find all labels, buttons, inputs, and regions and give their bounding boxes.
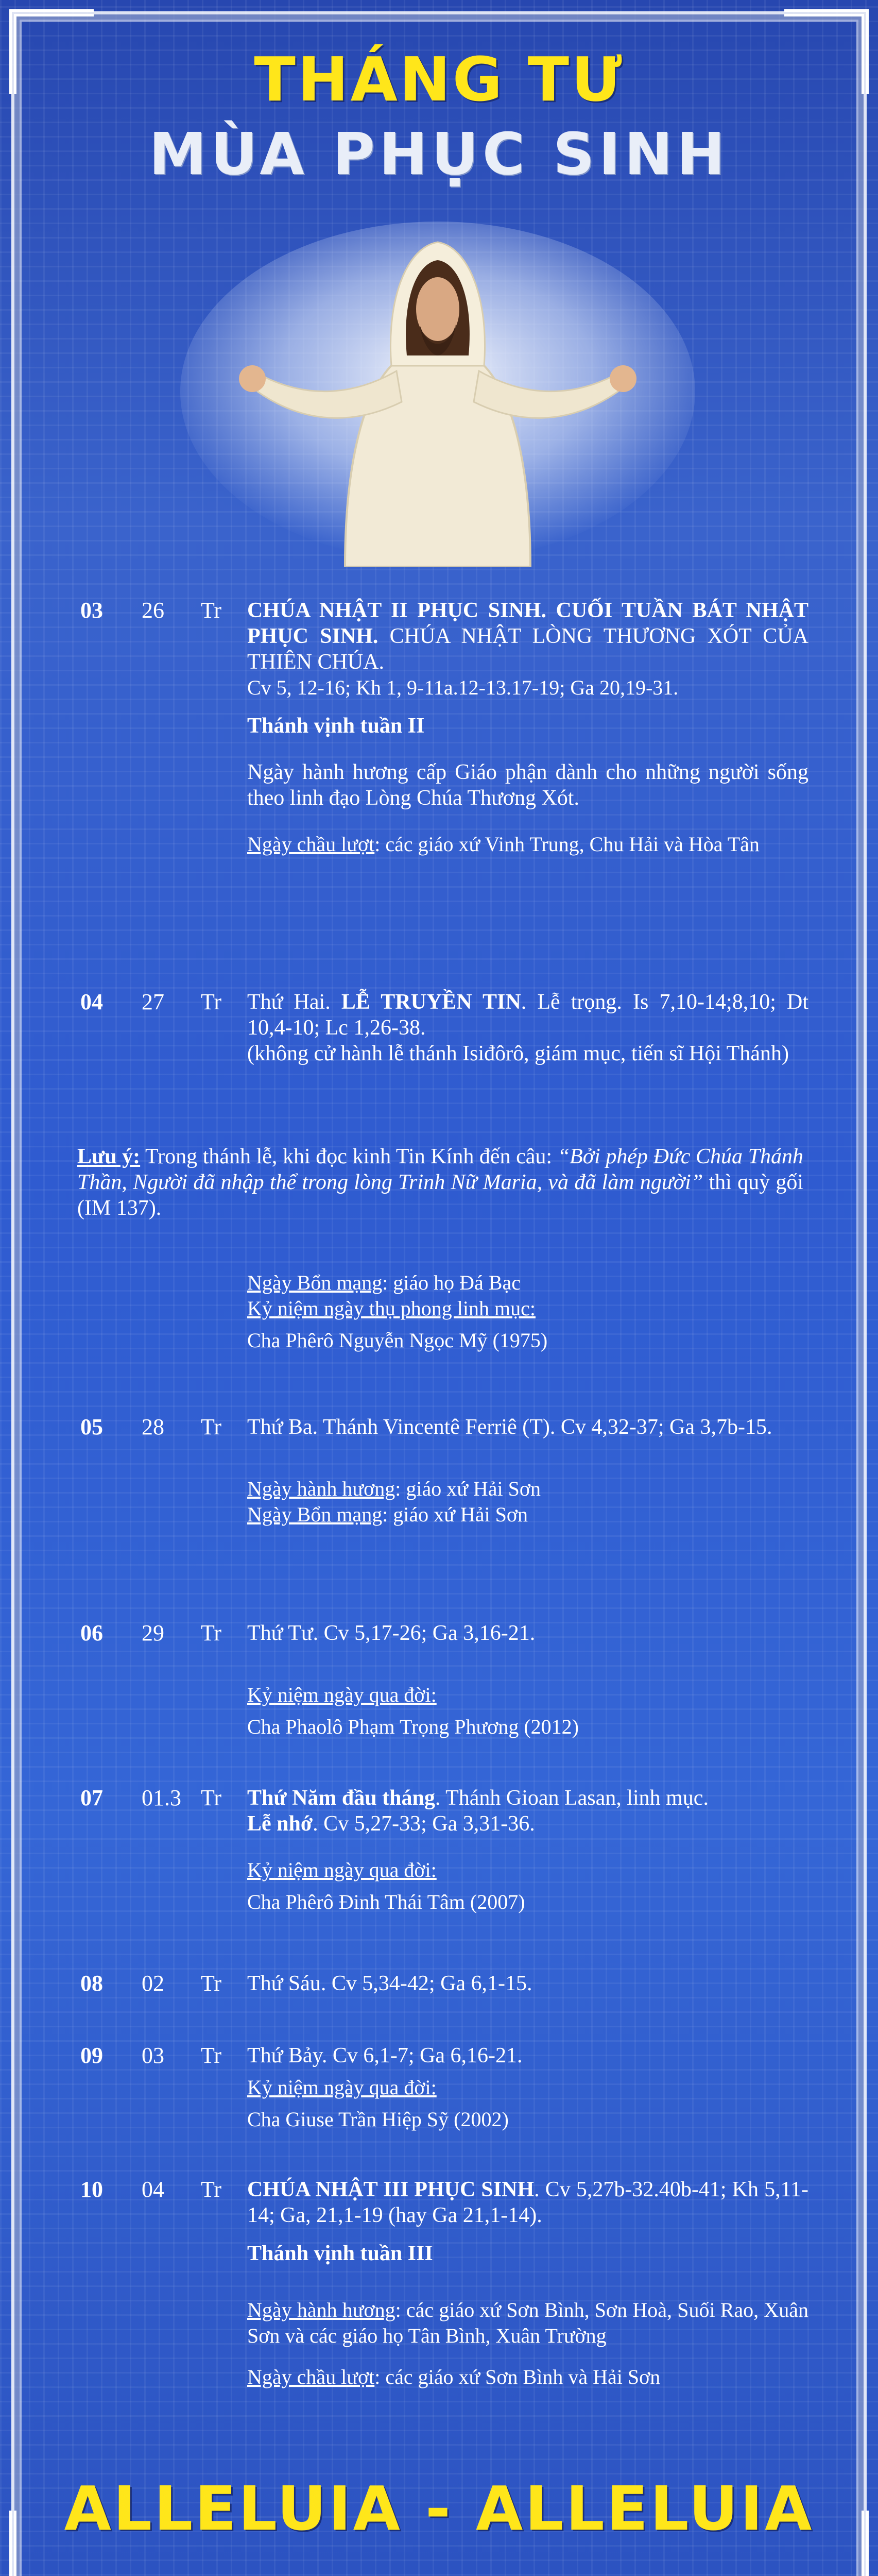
lunar-date: 26 [142,598,164,623]
pilgrimage-text: : các giáo xứ Sơn Bình, Sơn Hoà, Suối Rao, Xuân Sơn và các giáo họ Tân Bình, Xuân Trường [247,2298,808,2347]
liturgical-color: Tr [201,1414,221,1439]
liturgical-color: Tr [201,598,221,623]
patron-text: : giáo xứ Hải Sơn [382,1503,528,1526]
pilgrimage-label: Ngày hành hương [247,1477,395,1500]
readings: . Cv 5,27-33; Ga 3,31-36. [313,1812,535,1836]
entry-text: Thứ Bảy. Cv 6,1-7; Ga 6,16-21. [247,2044,523,2067]
ordination-label: Kỷ niệm ngày thụ phong linh mục: [247,1297,536,1320]
day-number: 03 [80,598,103,623]
day-number: 08 [80,1971,103,1996]
adoration-label: Ngày chầu lượt [247,833,375,856]
entry-text: Thứ Ba. Thánh Vincentê Ferriê (T). Cv 4,32-37; Ga 3,7b-15. [247,1415,772,1439]
death-anniversary-label: Kỷ niệm ngày qua đời: [247,1683,437,1706]
lunar-date: 27 [142,989,164,1014]
footer-banner: ALLELUIA - ALLELUIA [64,2473,814,2544]
entry-body [247,989,808,1066]
liturgical-color: Tr [201,1620,221,1646]
lunar-date: 28 [142,1414,164,1439]
lunar-date: 02 [142,1971,164,1996]
day-number: 05 [80,1414,103,1439]
day-number: 07 [80,1785,103,1810]
pilgrimage-label: Ngày hành hương [247,2298,395,2321]
page-subtitle: MÙA PHỤC SINH [149,121,729,188]
pilgrimage-text: Ngày hành hương cấp Giáo phận dành cho những người sống theo linh đạo Lòng Chúa Thương Xót. [247,760,808,810]
ordination-text: Cha Phêrô Nguyễn Ngọc Mỹ (1975) [247,1329,548,1352]
note-label: Lưu ý: [77,1145,141,1168]
patron-label: Ngày Bổn mạng [247,1503,383,1526]
entry-body [247,1785,808,1915]
death-anniversary-text: Cha Phêrô Đinh Thái Tâm (2007) [247,1890,525,1913]
note-end: thì quỳ gối (IM 137). [77,1171,804,1220]
note-block [77,1144,803,1221]
readings: Cv 5, 12-16; Kh 1, 9-11a.12-13.17-19; Ga 20,19-31. [247,676,679,699]
adoration-text: : các giáo xứ Sơn Bình và Hải Sơn [374,2365,661,2388]
risen-christ-image [175,206,700,567]
feast-title: CHÚA NHẬT II PHỤC SINH. CUỐI TUẦN BÁT NHẬT PHỤC SINH. [247,599,808,648]
entry-text: . Thánh Gioan Lasan, linh mục. [435,1786,709,1810]
feast-rank: . Lễ trọng [521,990,617,1014]
entry-body [247,1620,808,1740]
day-number: 09 [80,2043,103,2068]
death-anniversary-text: Cha Phaolô Phạm Trọng Phương (2012) [247,1715,579,1738]
pilgrimage-text: : giáo xứ Hải Sơn [395,1477,541,1500]
weekday: Thứ Hai. [247,990,341,1014]
liturgical-color: Tr [201,1971,221,1996]
adoration-label: Ngày chầu lượt [247,2365,375,2388]
lunar-date: 03 [142,2043,164,2068]
lunar-date: 01.3 [142,1785,181,1810]
feast-title: LỄ TRUYỀN TIN [341,990,521,1014]
day-number: 04 [80,989,103,1014]
entry-body [247,1414,808,1528]
feast-title: CHÚA NHẬT III PHỤC SINH [247,2178,535,2201]
entry-body [247,1971,808,1996]
readings: . Cv 5,27b-32.40b-41; Kh 5,11-14; Ga, 21,1-19 (hay Ga 21,1-14). [247,2178,808,2227]
entry-body [247,2043,808,2132]
note-text: Trong thánh lễ, khi đọc kinh Tin Kính đến câu: [140,1145,558,1168]
psalter-week: Thánh vịnh tuần II [247,714,425,738]
liturgical-color: Tr [201,989,221,1014]
death-anniversary-label: Kỷ niệm ngày qua đời: [247,2076,437,2099]
lunar-date: 29 [142,1620,164,1646]
entry-note: (không cử hành lễ thánh Isiđôrô, giám mục, tiến sĩ Hội Thánh) [247,1042,789,1065]
psalter-week: Thánh vịnh tuần III [247,2242,433,2265]
note-quote: “Bởi phép Đức Chúa Thánh Thần, Người đã nhập thể trong lòng Trinh Nữ Maria, và đã làm người” [77,1145,803,1194]
patron-text: : giáo họ Đá Bạc [382,1271,521,1294]
feast-subtitle: CHÚA NHẬT LÒNG THƯƠNG XÓT CỦA THIÊN CHÚA. [247,624,808,674]
page-title: THÁNG TƯ [254,44,624,115]
feast-rank: Lễ nhớ [247,1812,313,1836]
lunar-date: 04 [142,2177,164,2202]
day-number: 06 [80,1620,103,1646]
liturgical-color: Tr [201,2043,221,2068]
liturgical-color: Tr [201,1785,221,1810]
death-anniversary-label: Kỷ niệm ngày qua đời: [247,1858,437,1882]
entry-body [247,1270,808,1353]
liturgical-color: Tr [201,2177,221,2202]
feast-title: Thứ Năm đầu tháng [247,1786,435,1810]
day-number: 10 [80,2177,103,2202]
entry-text: Thứ Sáu. Cv 5,34-42; Ga 6,1-15. [247,1972,532,1995]
entry-body [247,598,808,857]
death-anniversary-text: Cha Giuse Trần Hiệp Sỹ (2002) [247,2108,509,2131]
entry-text: Thứ Tư. Cv 5,17-26; Ga 3,16-21. [247,1621,536,1645]
readings: . Is 7,10-14;8,10; Dt 10,4-10; Lc 1,26-38. [247,990,808,1040]
patron-label: Ngày Bổn mạng [247,1271,383,1294]
entry-body [247,2177,808,2390]
adoration-text: : các giáo xứ Vinh Trung, Chu Hải và Hòa Tân [374,833,760,856]
